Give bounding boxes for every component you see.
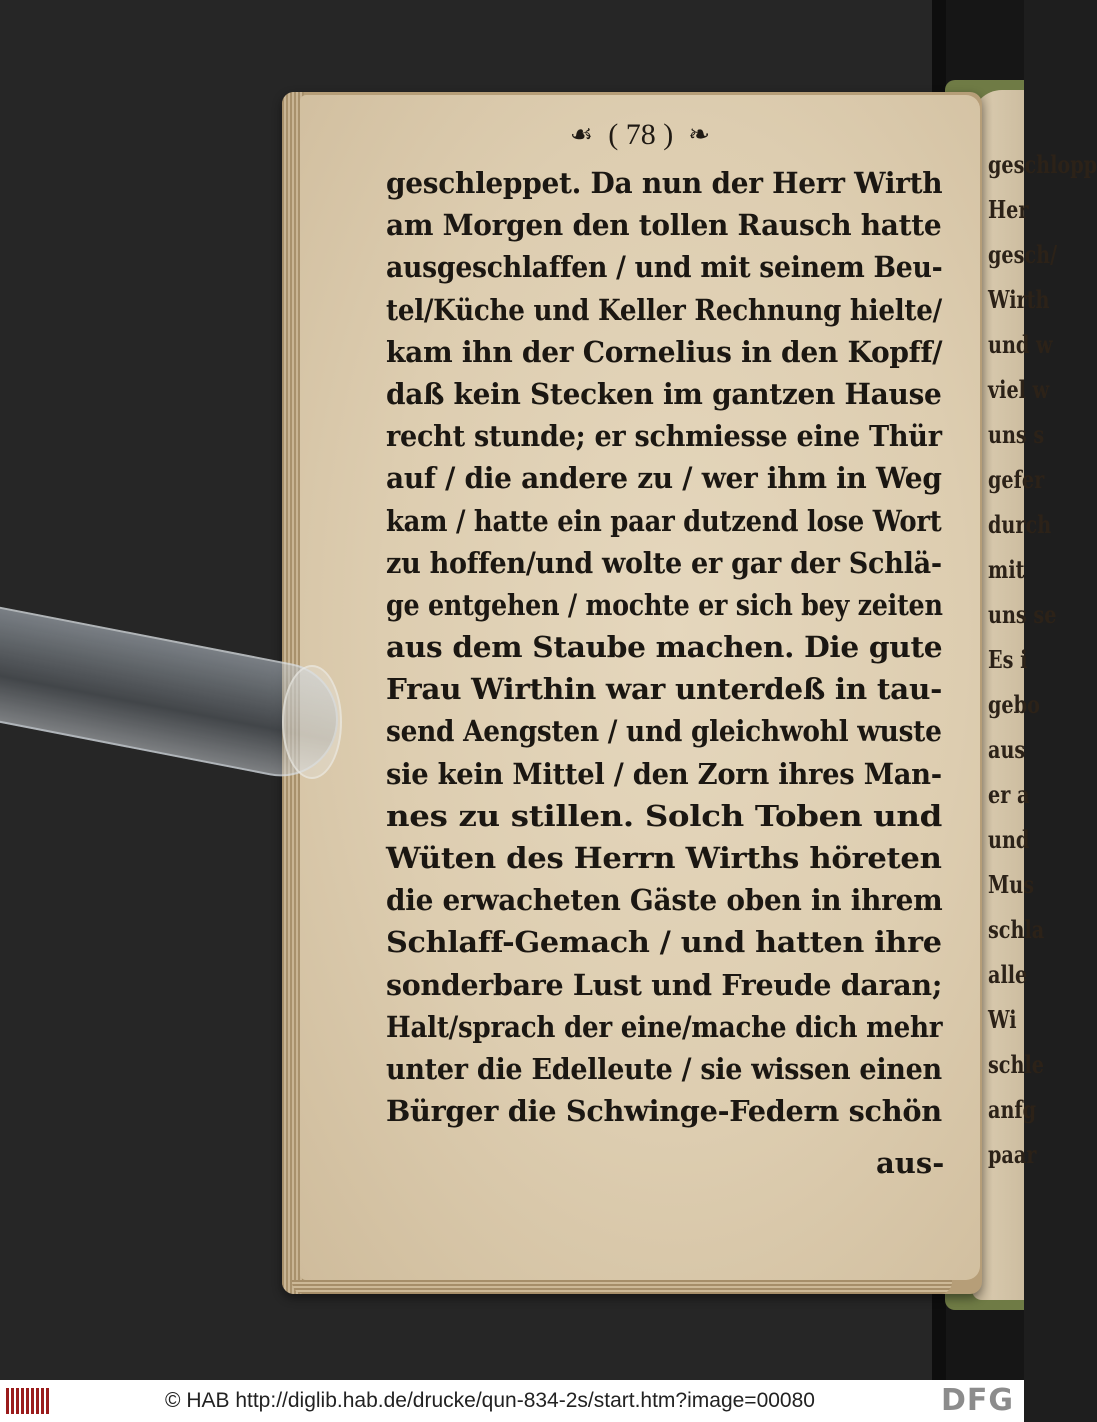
ornament-right-icon: ❧: [688, 120, 711, 150]
next-page-text-fragment: Her: [988, 195, 1029, 224]
footer-bar: [0, 1380, 1024, 1422]
text-line: [386, 246, 946, 288]
text-line-content: Frau Wirthin war unterdeß in tau-: [386, 672, 943, 707]
hab-logo-icon: [6, 1388, 50, 1414]
next-page-text-fragment: schle: [988, 1050, 1044, 1079]
text-line-content: geschleppet. Da nun der Herr Wirth: [386, 166, 943, 200]
text-line-content: recht stunde; er schmiesse eine Thür: [386, 419, 942, 454]
text-line-content: am Morgen den tollen Rausch hatte: [386, 208, 942, 243]
text-line: [386, 753, 946, 795]
next-page-text-fragment: uns se: [988, 600, 1057, 629]
next-page-text-fragment: Wirth: [988, 285, 1050, 314]
next-page-text-fragment: viel w: [988, 375, 1050, 404]
ornament-left-icon: ☙: [569, 120, 594, 150]
text-line-content: kam ihn der Cornelius in den Kopff/: [386, 334, 943, 369]
text-line-content: zu hoffen/und wolte er gar der Schlä-: [386, 545, 942, 580]
next-page-text-fragment: anfg: [988, 1095, 1037, 1124]
text-line: [386, 879, 946, 921]
next-page-text-fragment: gesch/: [988, 240, 1058, 269]
next-page-text-fragment: aus: [988, 735, 1026, 764]
text-line-content: sonderbare Lust und Freude daran;: [386, 967, 943, 1002]
text-line: [386, 837, 946, 879]
next-page-text-fragment: Wi: [988, 1005, 1017, 1034]
text-line-content: send Aengsten / und gleichwohl wuste: [386, 714, 942, 749]
next-page-text-fragment: uns s: [988, 420, 1045, 449]
next-page-text-fragment: schla: [988, 915, 1045, 944]
text-line-content: ge entgehen / mochte er sich bey zeiten: [386, 587, 943, 622]
text-line-content: sie kein Mittel / den Zorn ihres Man-: [386, 756, 942, 791]
next-page-text-fragment: Mus: [988, 870, 1035, 899]
text-line-content: daß kein Stecken im gantzen Hause: [386, 376, 942, 411]
text-line: [386, 542, 946, 584]
text-line: [386, 204, 946, 246]
text-line-content: unter die Edelleute / sie wissen einen: [386, 1051, 942, 1086]
text-line-content: Bürger die Schwinge-Federn schön: [386, 1094, 942, 1129]
page-holder-tip: [282, 665, 342, 779]
text-line: [386, 668, 946, 710]
next-page-text-fragment: durch: [988, 510, 1052, 539]
text-line-content: Wüten des Herrn Wirths höreten: [386, 841, 942, 875]
text-line: [386, 710, 946, 752]
page-edges-bottom: [292, 1280, 952, 1294]
text-line-content: aus dem Staube machen. Die gute: [386, 630, 943, 665]
next-page-text-fragment: und w: [988, 330, 1053, 359]
page-header: [300, 118, 980, 152]
text-line: [386, 964, 946, 1006]
next-page-text-fragment: gebo: [988, 690, 1040, 719]
text-line: [386, 1048, 946, 1090]
text-line: [386, 415, 946, 457]
page-number: ( 78 ): [608, 118, 674, 151]
text-line-content: die erwacheten Gäste oben in ihrem: [386, 883, 943, 918]
page-text: [386, 162, 946, 1132]
next-page-text-fragment: alle: [988, 960, 1028, 989]
text-line: [386, 1006, 946, 1048]
text-line-content: Schlaff-Gemach / und hatten ihre: [386, 925, 942, 960]
next-page-text-fragment: gefer: [988, 465, 1045, 494]
next-page-text-fragment: er a: [988, 780, 1030, 809]
dfg-logo: DFG: [940, 1383, 1014, 1418]
next-page-text-fragment: paar: [988, 1140, 1037, 1169]
text-line: [386, 289, 946, 331]
text-line-content: auf / die andere zu / wer ihm in Weg: [386, 461, 942, 496]
text-line: [386, 373, 946, 415]
text-line-content: kam / hatte ein paar dutzend lose Wort: [386, 503, 942, 538]
text-line: [386, 1090, 946, 1132]
text-line: [386, 457, 946, 499]
text-line-content: Halt/sprach der eine/mache dich mehr: [386, 1009, 943, 1044]
text-line-content: nes zu stillen. Solch Toben und: [386, 798, 943, 833]
text-line-content: ausgeschlaffen / und mit seinem Beu-: [386, 250, 943, 285]
text-line: [386, 331, 946, 373]
next-page-text-fragment: Es i: [988, 645, 1028, 674]
catchword: aus-: [876, 1146, 945, 1180]
next-page-text-fragment: mit: [988, 555, 1025, 584]
next-page-text-fragment: geschlopp: [988, 150, 1097, 179]
text-line: [386, 500, 946, 542]
copyright-link[interactable]: © HAB http://diglib.hab.de/drucke/qun-834-2s/start.htm?image=00080: [165, 1389, 815, 1412]
text-line: [386, 921, 946, 963]
text-line-content: tel/Küche und Keller Rechnung hielte/: [386, 292, 942, 327]
text-line: [386, 162, 946, 204]
text-line: [386, 584, 946, 626]
text-line: [386, 626, 946, 668]
next-page-text-fragment: und: [988, 825, 1030, 854]
text-line: [386, 795, 946, 837]
